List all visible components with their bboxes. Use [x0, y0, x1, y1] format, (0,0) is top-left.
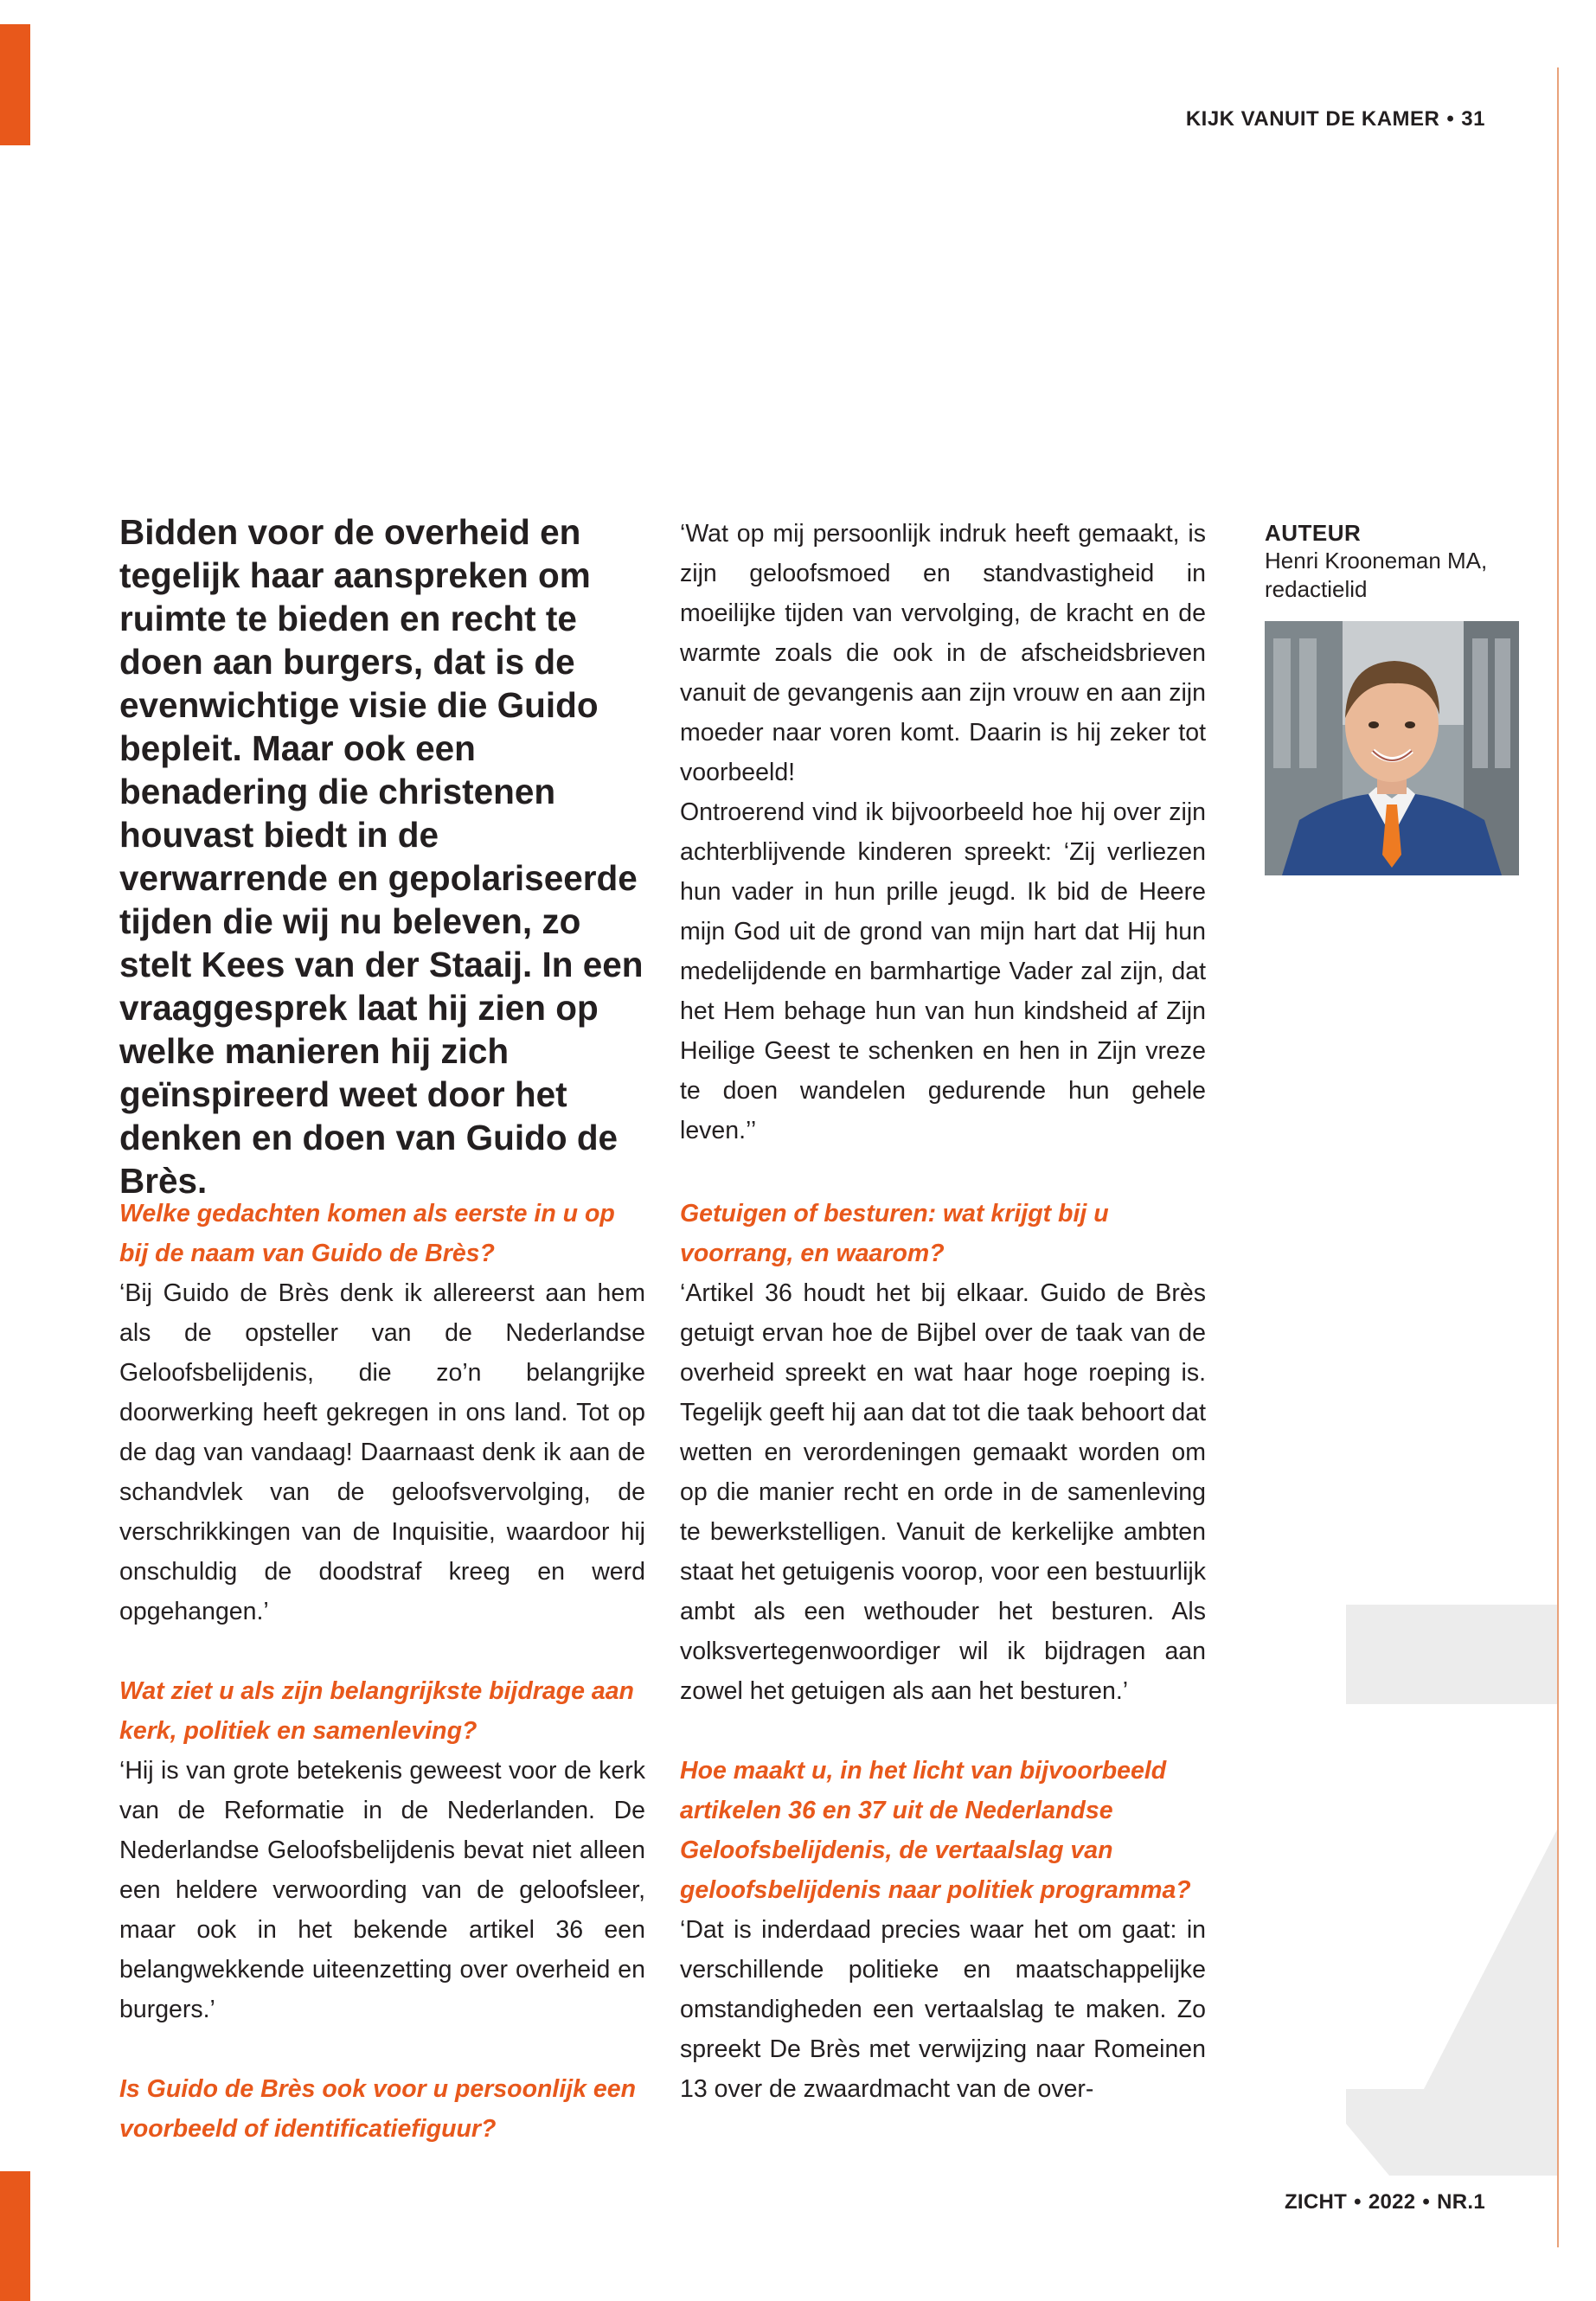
column-left: [119, 1194, 645, 2149]
author-name: Henri Krooneman MA,: [1265, 548, 1488, 574]
body-paragraph: ‘Wat op mij persoonlijk indruk heeft gemaakt, is zijn geloofsmoed en standvastigheid in moeilijke tijden van vervolging, de kracht en de warmte zoals die ook in de afscheidsbrieven vanuit de gevangenis aan zijn vrouw en aan zijn moeder naar voren komt. Daarin is hij zeker tot voorbeeld!: [680, 520, 1206, 786]
answer-paragraph: ‘Dat is inderdaad precies waar het om gaat: in verschillende politieke en maatschappelijke omstandigheden een vertaalslag te maken. Zo spreekt De Brès met verwijzing naar Romeinen 13 over de zwaardmacht van de over-: [680, 1916, 1206, 2103]
author-role: redactielid: [1265, 576, 1368, 602]
question-heading: Wat ziet u als zijn belangrijkste bijdrage aan kerk, politiek en samenleving?: [119, 1677, 634, 1745]
decorative-z-shape: [1346, 1605, 1557, 2176]
running-header: [1186, 107, 1485, 131]
magazine-name: ZICHT: [1284, 2190, 1348, 2214]
header-separator: •: [1446, 107, 1455, 131]
question-heading: Hoe maakt u, in het licht van bijvoorbeeld artikelen 36 en 37 uit de Nederlandse Geloofsbelijdenis, de vertaalslag van geloofsbelijdenis naar politiek programma?: [680, 1757, 1191, 1904]
answer-paragraph: ‘Hij is van grote betekenis geweest voor de kerk van de Reformatie in de Nederlanden. De Nederlandse Geloofsbelijdenis bevat niet alleen een heldere verwoording van de geloofsleer, maar ook in het bekende artikel 36 een belangwekkende uiteenzetting over overheid en burgers.’: [119, 1757, 645, 2023]
question-heading: Is Guido de Brès ook voor u persoonlijk een voorbeeld of identificatiefiguur?: [119, 2075, 637, 2143]
author-box: [1265, 519, 1524, 604]
top-accent-bar: [0, 24, 30, 145]
running-footer: [1285, 2190, 1485, 2214]
author-photo: [1265, 621, 1519, 875]
footer-separator: •: [1354, 2190, 1362, 2214]
author-portrait-image: [1265, 621, 1519, 875]
issue-year: 2022: [1368, 2190, 1416, 2214]
page-number: 31: [1461, 107, 1485, 131]
bottom-accent-bar: [0, 2171, 30, 2301]
column-mid-top: [680, 514, 1206, 1150]
footer-separator: •: [1422, 2190, 1431, 2214]
section-title: KIJK VANUIT DE KAMER: [1185, 107, 1440, 131]
answer-paragraph: ‘Artikel 36 houdt het bij elkaar. Guido de Brès getuigt ervan hoe de Bijbel over de taak van de overheid spreekt en wat haar hoge roeping is. Tegelijk geeft hij aan dat tot die taak behoort dat wetten en verordeningen gemaakt worden om op die manier recht en orde in de samenleving te bewerkstelligen. Vanuit de kerkelijke ambten staat het getuigenis voorop, voor een bestuurlijk ambt als een wethouder het besturen. Als volksvertegenwoordiger wil ik bijdragen aan zowel het getuigen als aan het besturen.’: [680, 1279, 1206, 1705]
answer-paragraph: ‘Bij Guido de Brès denk ik allereerst aan hem als de opsteller van de Nederlandse Geloofsbelijdenis, die zo’n belangrijke doorwerking heeft gekregen in ons land. Tot op de dag van vandaag! Daarnaast denk ik aan de schandvlek van de geloofsvervolging, de verschrikkingen van de Inquisitie, waardoor hij onschuldig de doodstraf kreeg en werd opgehangen.’: [119, 1279, 645, 1625]
right-margin-rule: [1557, 67, 1559, 2247]
question-heading: Welke gedachten komen als eerste in u op bij de naam van Guido de Brès?: [119, 1200, 615, 1267]
lead-paragraph: Bidden voor de overheid en tegelijk haar aanspreken om ruimte te bieden en recht te doen aan burgers, dat is de evenwichtige visie die Guido bepleit. Maar ook een benadering die christenen houvast biedt in de verwarrende en gepolariseerde tijden die wij nu beleven, zo stelt Kees van der Staaij. In een vraaggesprek laat hij zien op welke manieren hij zich geïnspireerd weet door het denken en doen van Guido de Brès.: [119, 512, 644, 1201]
column-mid: [680, 1194, 1206, 2109]
question-heading: Getuigen of besturen: wat krijgt bij u voorrang, en waarom?: [680, 1200, 1109, 1267]
author-label: AUTEUR: [1265, 520, 1362, 546]
issue-number: NR.1: [1437, 2190, 1485, 2214]
body-paragraph: Ontroerend vind ik bijvoorbeeld hoe hij over zijn achterblijvende kinderen spreekt: ‘Zij verliezen hun vader in hun prille jeugd. Ik bid de Heere mijn God uit de grond van mijn hart dat Hij hun medelijdende en barmhartige Vader zal zijn, dat het Hem behage hun van hun kindsheid af Zijn Heilige Geest te schenken en hen in Zijn vreze te doen wandelen gedurende hun gehele leven.’’: [680, 798, 1206, 1144]
